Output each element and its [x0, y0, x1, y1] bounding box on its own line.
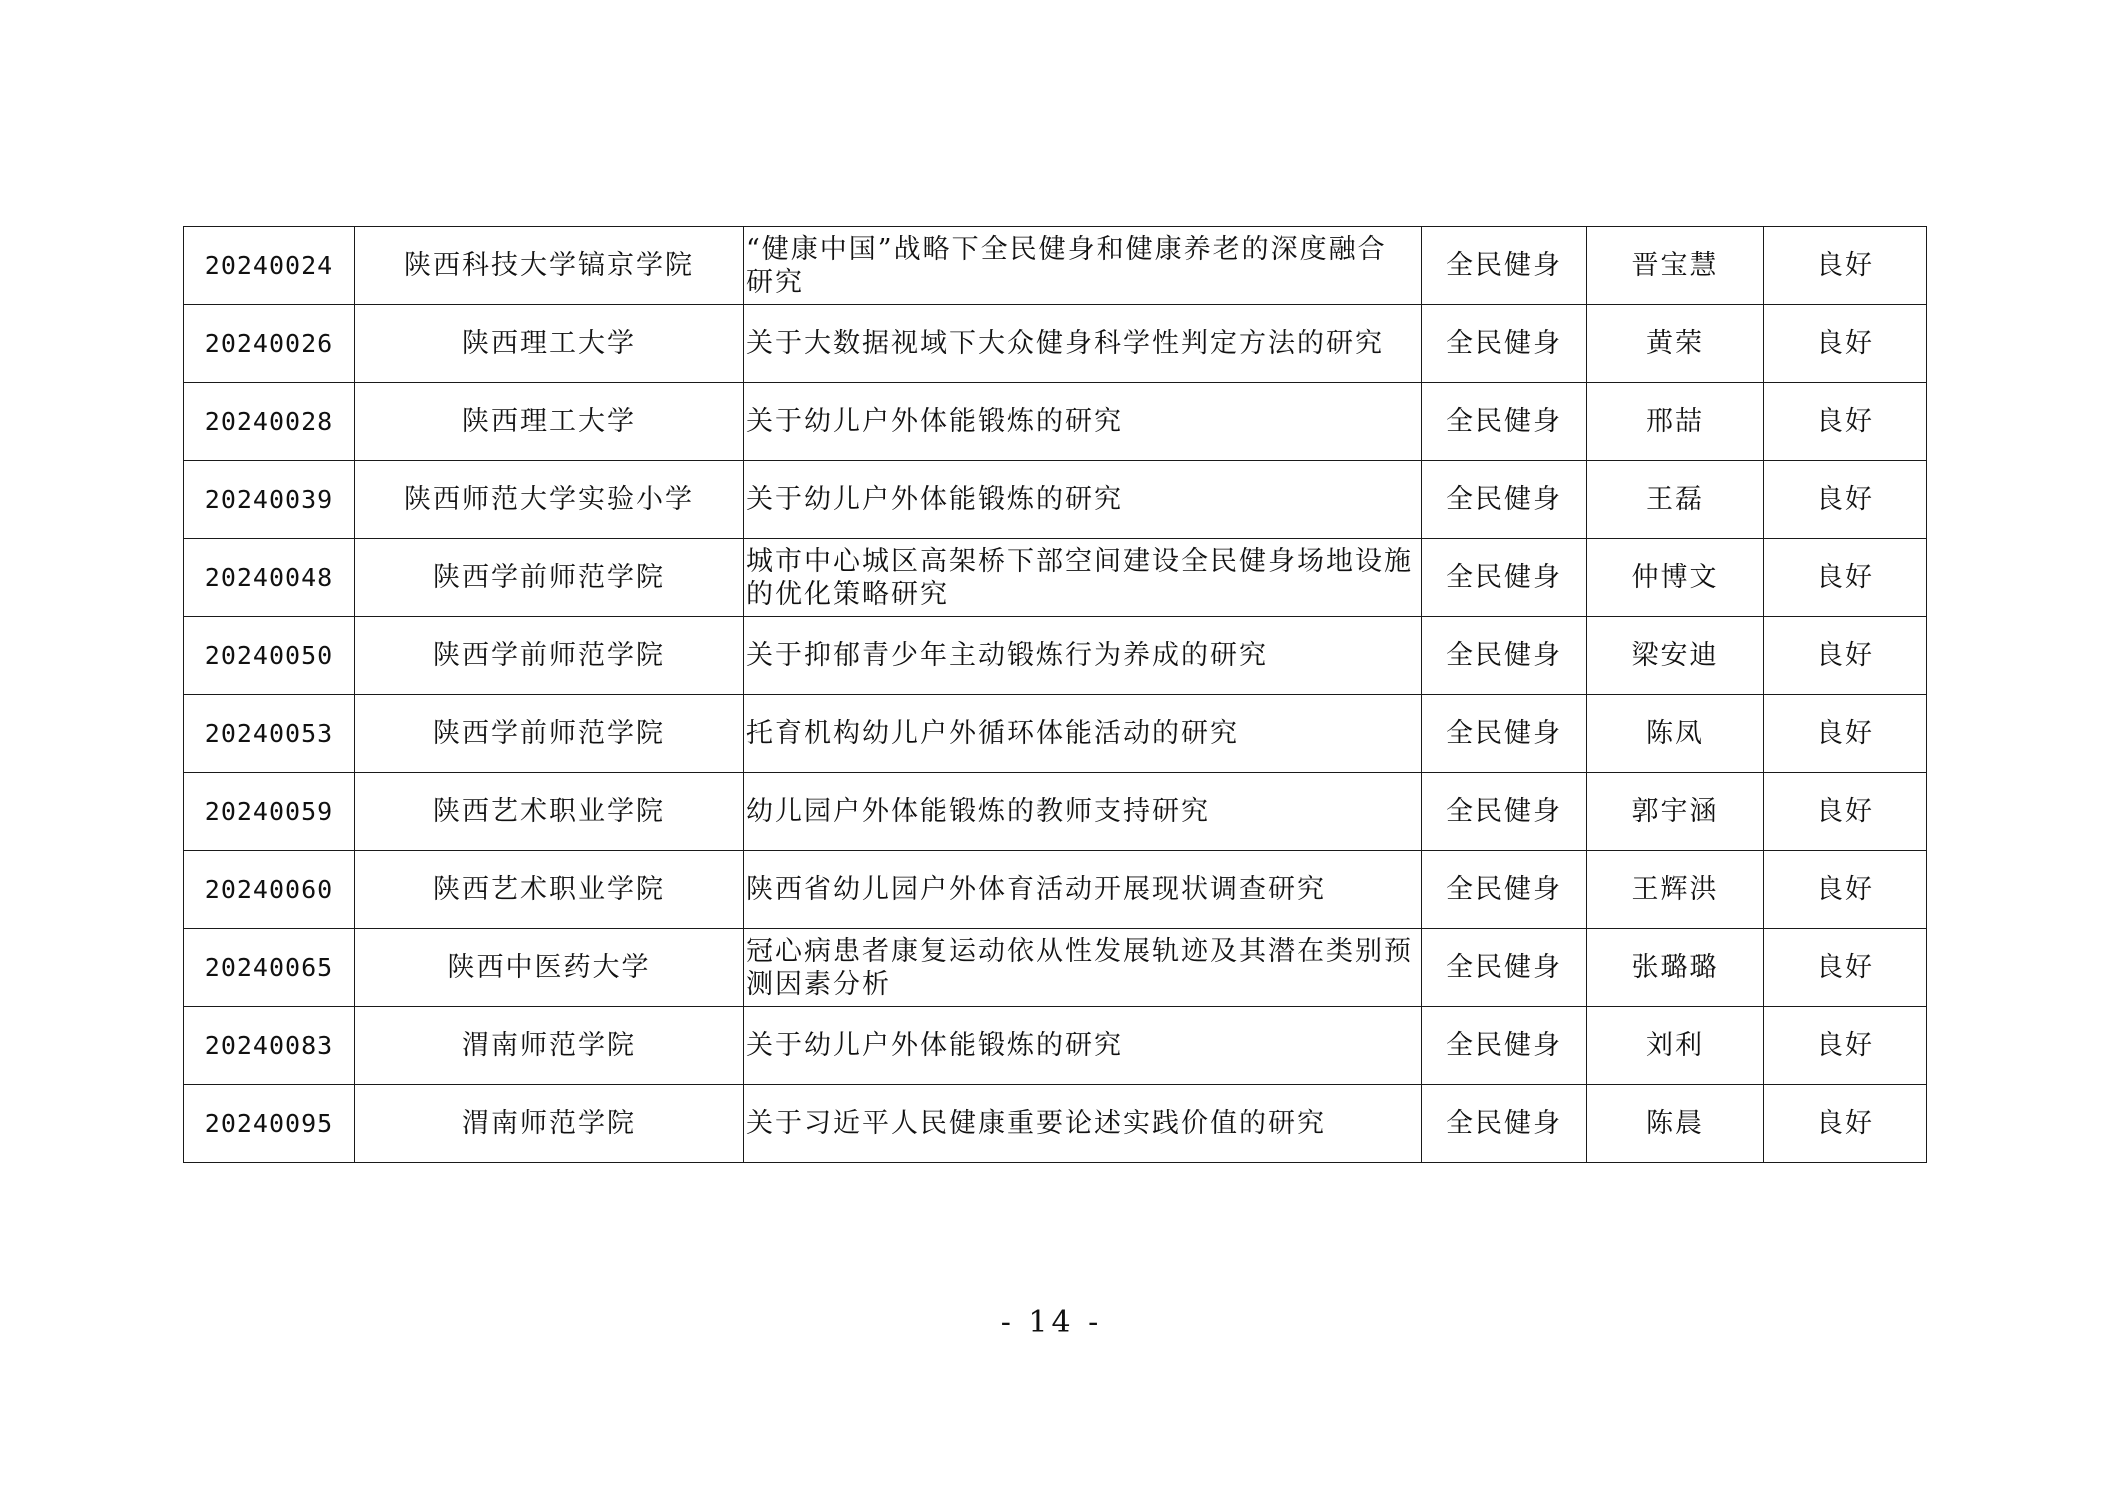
person-cell: 陈凤 — [1587, 695, 1764, 773]
project-id-cell: 20240024 — [184, 227, 355, 305]
unit-cell: 渭南师范学院 — [355, 1007, 744, 1085]
table-row — [184, 929, 1927, 1007]
project-id-cell: 20240028 — [184, 383, 355, 461]
table-row — [184, 539, 1927, 617]
project-title-cell: 关于习近平人民健康重要论述实践价值的研究 — [744, 1085, 1422, 1163]
table-row — [184, 305, 1927, 383]
category-cell: 全民健身 — [1422, 773, 1587, 851]
grade-cell: 良好 — [1764, 929, 1927, 1007]
person-cell: 王辉洪 — [1587, 851, 1764, 929]
category-cell: 全民健身 — [1422, 695, 1587, 773]
project-title-cell: “健康中国”战略下全民健身和健康养老的深度融合研究 — [744, 227, 1422, 305]
unit-cell: 陕西师范大学实验小学 — [355, 461, 744, 539]
results-table — [183, 226, 1927, 1163]
person-cell: 黄荣 — [1587, 305, 1764, 383]
project-title-cell: 冠心病患者康复运动依从性发展轨迹及其潜在类别预测因素分析 — [744, 929, 1422, 1007]
project-id-cell: 20240083 — [184, 1007, 355, 1085]
person-cell: 刘利 — [1587, 1007, 1764, 1085]
grade-cell: 良好 — [1764, 851, 1927, 929]
category-cell: 全民健身 — [1422, 539, 1587, 617]
grade-cell: 良好 — [1764, 539, 1927, 617]
category-cell: 全民健身 — [1422, 1007, 1587, 1085]
grade-cell: 良好 — [1764, 461, 1927, 539]
grade-cell: 良好 — [1764, 1085, 1927, 1163]
person-cell: 郭宇涵 — [1587, 773, 1764, 851]
project-id-cell: 20240060 — [184, 851, 355, 929]
unit-cell: 渭南师范学院 — [355, 1085, 744, 1163]
project-title-cell: 关于幼儿户外体能锻炼的研究 — [744, 383, 1422, 461]
category-cell: 全民健身 — [1422, 383, 1587, 461]
person-cell: 邢喆 — [1587, 383, 1764, 461]
table-row — [184, 227, 1927, 305]
project-title-cell: 关于大数据视域下大众健身科学性判定方法的研究 — [744, 305, 1422, 383]
unit-cell: 陕西科技大学镐京学院 — [355, 227, 744, 305]
project-title-cell: 幼儿园户外体能锻炼的教师支持研究 — [744, 773, 1422, 851]
table-row — [184, 383, 1927, 461]
table-row — [184, 617, 1927, 695]
grade-cell: 良好 — [1764, 617, 1927, 695]
category-cell: 全民健身 — [1422, 305, 1587, 383]
project-id-cell: 20240039 — [184, 461, 355, 539]
person-cell: 张璐璐 — [1587, 929, 1764, 1007]
project-title-cell: 关于幼儿户外体能锻炼的研究 — [744, 1007, 1422, 1085]
grade-cell: 良好 — [1764, 383, 1927, 461]
person-cell: 晋宝慧 — [1587, 227, 1764, 305]
unit-cell: 陕西理工大学 — [355, 383, 744, 461]
project-id-cell: 20240050 — [184, 617, 355, 695]
table-row — [184, 1085, 1927, 1163]
table-row — [184, 851, 1927, 929]
table-row — [184, 1007, 1927, 1085]
table-row — [184, 695, 1927, 773]
grade-cell: 良好 — [1764, 1007, 1927, 1085]
person-cell: 王磊 — [1587, 461, 1764, 539]
person-cell: 仲博文 — [1587, 539, 1764, 617]
project-id-cell: 20240026 — [184, 305, 355, 383]
category-cell: 全民健身 — [1422, 461, 1587, 539]
project-id-cell: 20240065 — [184, 929, 355, 1007]
project-title-cell: 城市中心城区高架桥下部空间建设全民健身场地设施的优化策略研究 — [744, 539, 1422, 617]
page-number: - 14 - — [1000, 1305, 1103, 1340]
project-title-cell: 关于抑郁青少年主动锻炼行为养成的研究 — [744, 617, 1422, 695]
project-id-cell: 20240095 — [184, 1085, 355, 1163]
project-title-cell: 陕西省幼儿园户外体育活动开展现状调查研究 — [744, 851, 1422, 929]
project-id-cell: 20240059 — [184, 773, 355, 851]
project-title-cell: 托育机构幼儿户外循环体能活动的研究 — [744, 695, 1422, 773]
results-table-body — [184, 227, 1927, 1163]
unit-cell: 陕西理工大学 — [355, 305, 744, 383]
grade-cell: 良好 — [1764, 773, 1927, 851]
project-title-cell: 关于幼儿户外体能锻炼的研究 — [744, 461, 1422, 539]
project-id-cell: 20240048 — [184, 539, 355, 617]
project-id-cell: 20240053 — [184, 695, 355, 773]
unit-cell: 陕西艺术职业学院 — [355, 851, 744, 929]
table-row — [184, 461, 1927, 539]
unit-cell: 陕西艺术职业学院 — [355, 773, 744, 851]
person-cell: 梁安迪 — [1587, 617, 1764, 695]
table-row — [184, 773, 1927, 851]
category-cell: 全民健身 — [1422, 617, 1587, 695]
unit-cell: 陕西中医药大学 — [355, 929, 744, 1007]
category-cell: 全民健身 — [1422, 851, 1587, 929]
grade-cell: 良好 — [1764, 227, 1927, 305]
unit-cell: 陕西学前师范学院 — [355, 539, 744, 617]
unit-cell: 陕西学前师范学院 — [355, 695, 744, 773]
grade-cell: 良好 — [1764, 695, 1927, 773]
grade-cell: 良好 — [1764, 305, 1927, 383]
category-cell: 全民健身 — [1422, 929, 1587, 1007]
category-cell: 全民健身 — [1422, 227, 1587, 305]
unit-cell: 陕西学前师范学院 — [355, 617, 744, 695]
person-cell: 陈晨 — [1587, 1085, 1764, 1163]
category-cell: 全民健身 — [1422, 1085, 1587, 1163]
